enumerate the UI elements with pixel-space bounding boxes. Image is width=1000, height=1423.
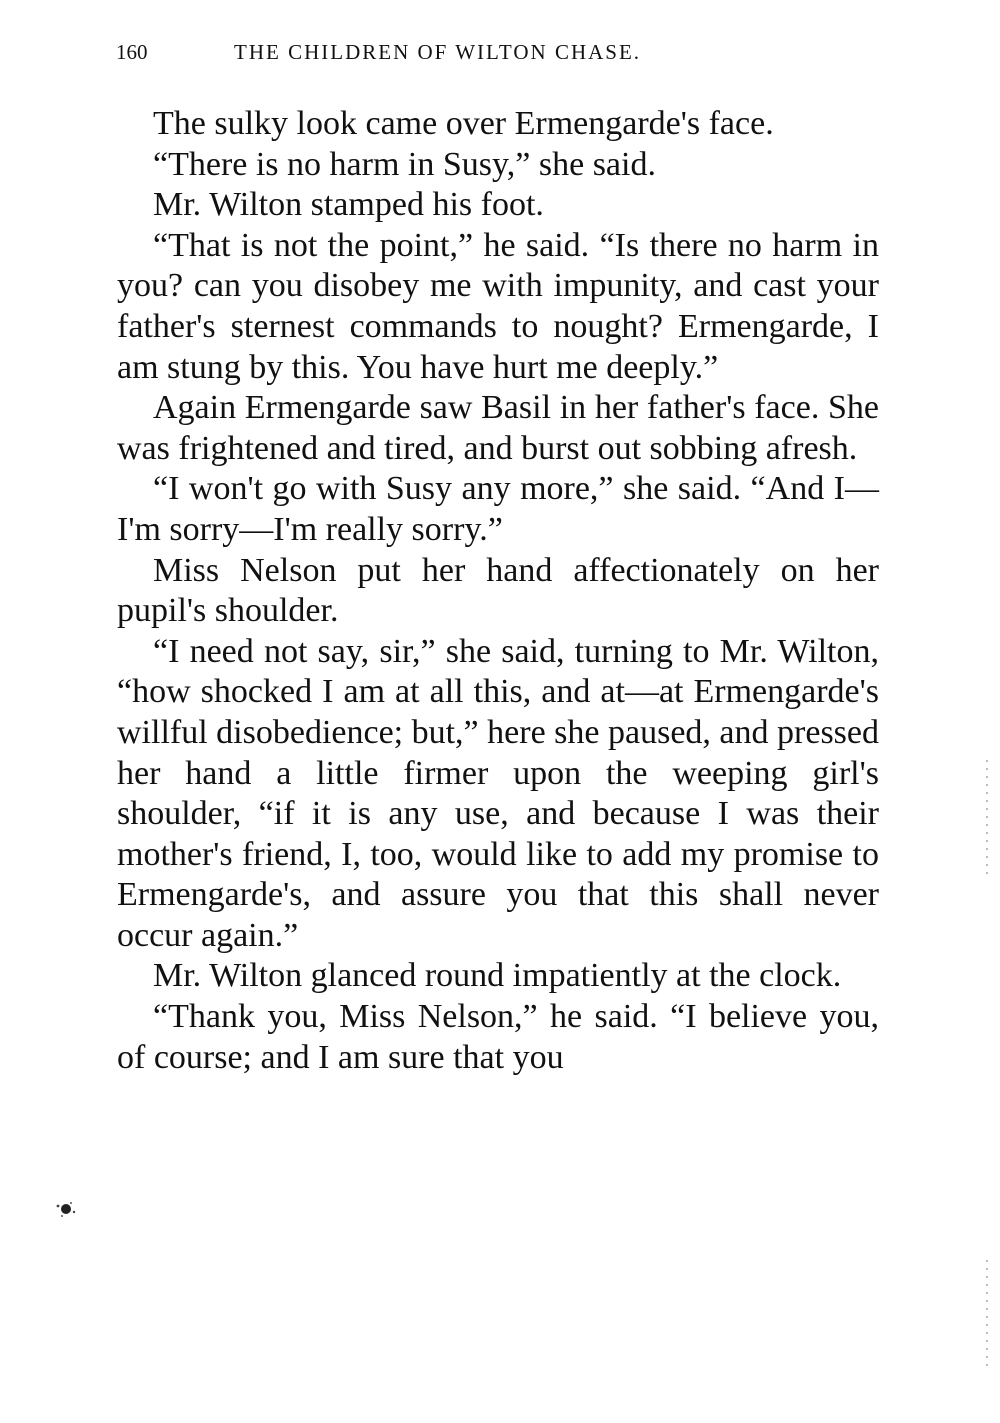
paragraph: Mr. Wilton glanced round impatiently at the clock. (153, 957, 842, 995)
page-edge-mark (986, 760, 988, 880)
book-title: THE CHILDREN OF WILTON CHASE. (234, 40, 642, 64)
paragraph: Again Ermengarde saw Basil in her father's face. She was frightened and tired, and burst out sobbing afresh. (117, 389, 879, 467)
paragraph: “I need not say, sir,” she said, turning to Mr. Wilton, “how shocked I am at all this, and at—at Ermengarde's willful disobedience; but,” here she paused, and pressed her hand a little firmer upon the weeping girl's shoulder, “if it is any use, and because I was their mother's friend, I, too, would like to add my promise to Ermengarde's, and assure you that this shall never occur again.” (117, 632, 879, 954)
body-text (117, 104, 879, 1078)
paragraph: “Thank you, Miss Nelson,” he said. “I believe you, of course; and I am sure that you (117, 998, 879, 1076)
paragraph: “There is no harm in Susy,” she said. (153, 145, 656, 183)
page-edge-mark (986, 1260, 988, 1370)
paragraph: “I won't go with Susy any more,” she said. “And I—I'm sorry—I'm really sorry.” (117, 470, 879, 548)
page-number: 160 (116, 40, 148, 64)
paragraph: “That is not the point,” he said. “Is there no harm in you? can you disobey me with impunity, and cast your father's sternest commands to nought? Ermengarde, I am stung by this. You have hurt me deeply.” (117, 226, 879, 386)
paragraph: The sulky look came over Ermengarde's face. (153, 105, 774, 142)
ink-speck-icon (52, 1198, 78, 1220)
running-head (116, 40, 776, 65)
paragraph: Miss Nelson put her hand affectionately on her pupil's shoulder. (117, 551, 879, 630)
paragraph: Mr. Wilton stamped his foot. (153, 186, 544, 224)
